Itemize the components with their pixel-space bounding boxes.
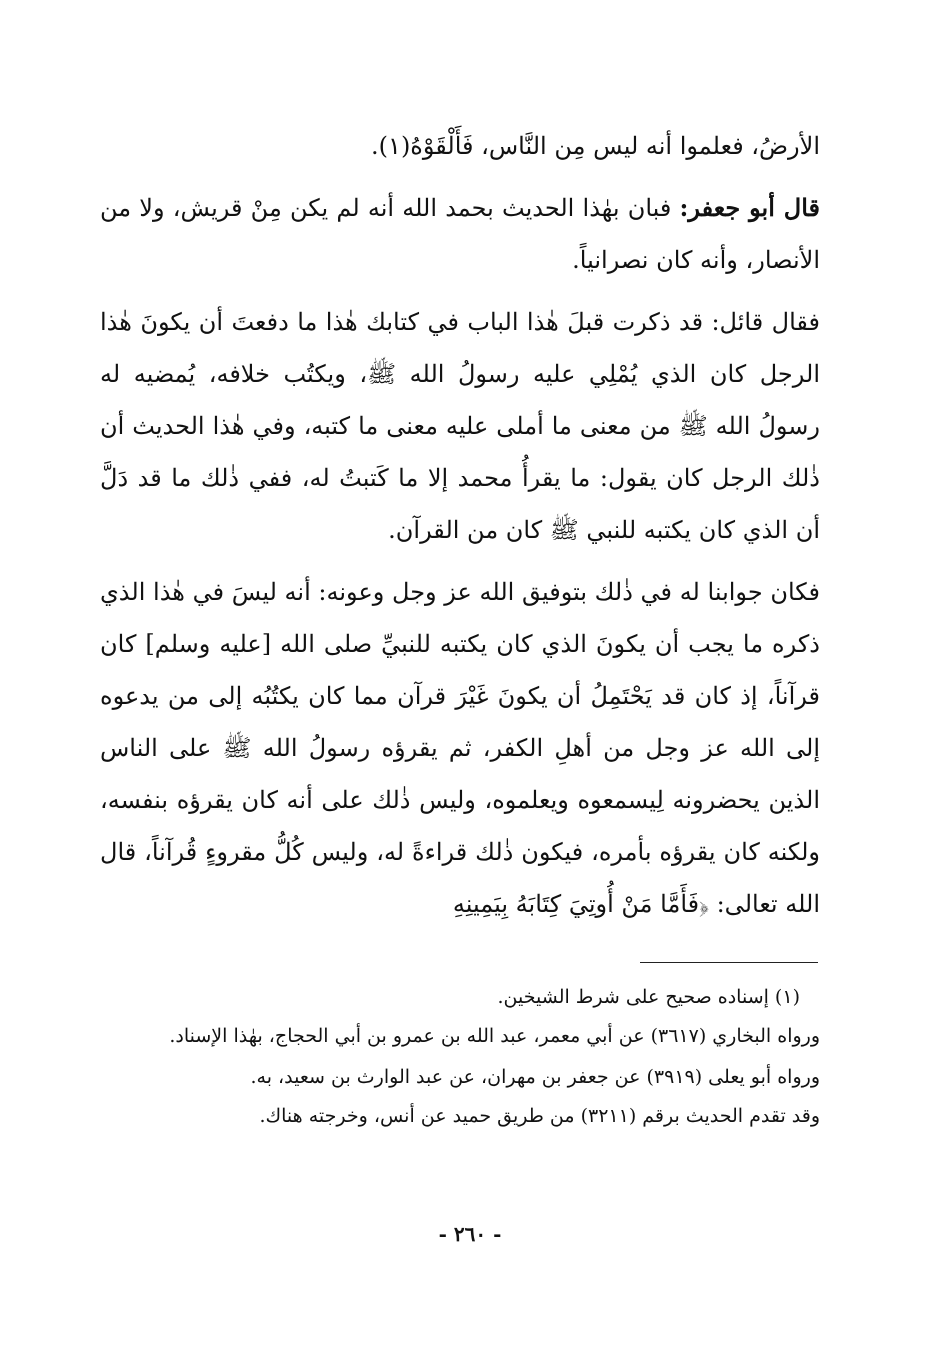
footnote-separator — [640, 962, 818, 963]
paragraph-answer: فكان جوابنا له في ذٰلك بتوفيق الله عز وجل وعونه: أنه ليسَ في هٰذا الذي ذكره ما يجب أن يكونَ الذي كان يكتبه للنبيِّ صلى الله [عليه وسلم] كان قرآناً، إذ كان قد يَحْتَمِلُ أن يكونَ غَيْرَ قرآن مما كان يكتُبُه إلى من يدعوه إلى الله عز وجل من أهلِ الكفر، ثم يقرؤه رسولُ الله ﷺ على الناس الذين يحضرونه لِيسمعوه ويعلموه، وليس ذٰلك على أنه كان يقرؤه بنفسه، ولكنه كان يقرؤه بأمره، فيكون ذٰلك قراءةً له، وليس كُلُّ مقروءٍ قُرآناً، قال الله تعالى: ﴿فَأَمَّا مَنْ أُوتِيَ كِتَابَهُ بِيَمِينِهِ — [100, 578, 820, 918]
paragraph-objection: فقال قائل: قد ذكرت قبلَ هٰذا الباب في كتابك هٰذا ما دفعتَ أن يكونَ هٰذا الرجل كان الذي يُمْلِي عليه رسولُ الله ﷺ، ويكتُب خلافه، يُمضيه له رسولُ الله ﷺ من معنى ما أملى عليه معنى ما كتبه، وفي هٰذا الحديث أن ذٰلك الرجل كان يقول: ما يقرأُ محمد إلا ما كَتبتُ له، ففي ذٰلك ما قد دَلَّ أن الذي كان يكتبه للنبي ﷺ كان من القرآن. — [100, 308, 820, 544]
page-number: - ٢٦٠ - — [438, 1222, 502, 1246]
speaker-label: قال أبو جعفر: — [679, 193, 820, 222]
footnotes — [100, 978, 820, 1136]
footnote-abu-yala: ورواه أبو يعلى (٣٩١٩) عن جعفر بن مهران، عن عبد الوارث بن سعيد، به. — [250, 1066, 820, 1088]
footnote-cross-reference: وقد تقدم الحديث برقم (٣٢١١) من طريق حميد عن أنس، وخرجته هناك. — [259, 1105, 820, 1127]
paragraph-abu-jafar-text: فبان بهٰذا الحديث بحمد الله أنه لم يكن مِنْ قريش، ولا من الأنصار، وأنه كان نصرانياً. — [100, 194, 820, 274]
main-text — [100, 120, 820, 930]
paragraph-abu-jafar — [100, 182, 820, 286]
footnote-bukhari: ورواه البخاري (٣٦١٧) عن أبي معمر، عبد الله بن عمرو بن أبي الحجاج، بهٰذا الإسناد. — [169, 1025, 820, 1047]
footnote-1: (١) إسناده صحيح على شرط الشيخين. — [497, 986, 800, 1008]
paragraph-continuation: الأرضُ، فعلموا أنه ليس مِن النَّاس، فَأَلْقَوْهُ(١). — [371, 132, 820, 160]
